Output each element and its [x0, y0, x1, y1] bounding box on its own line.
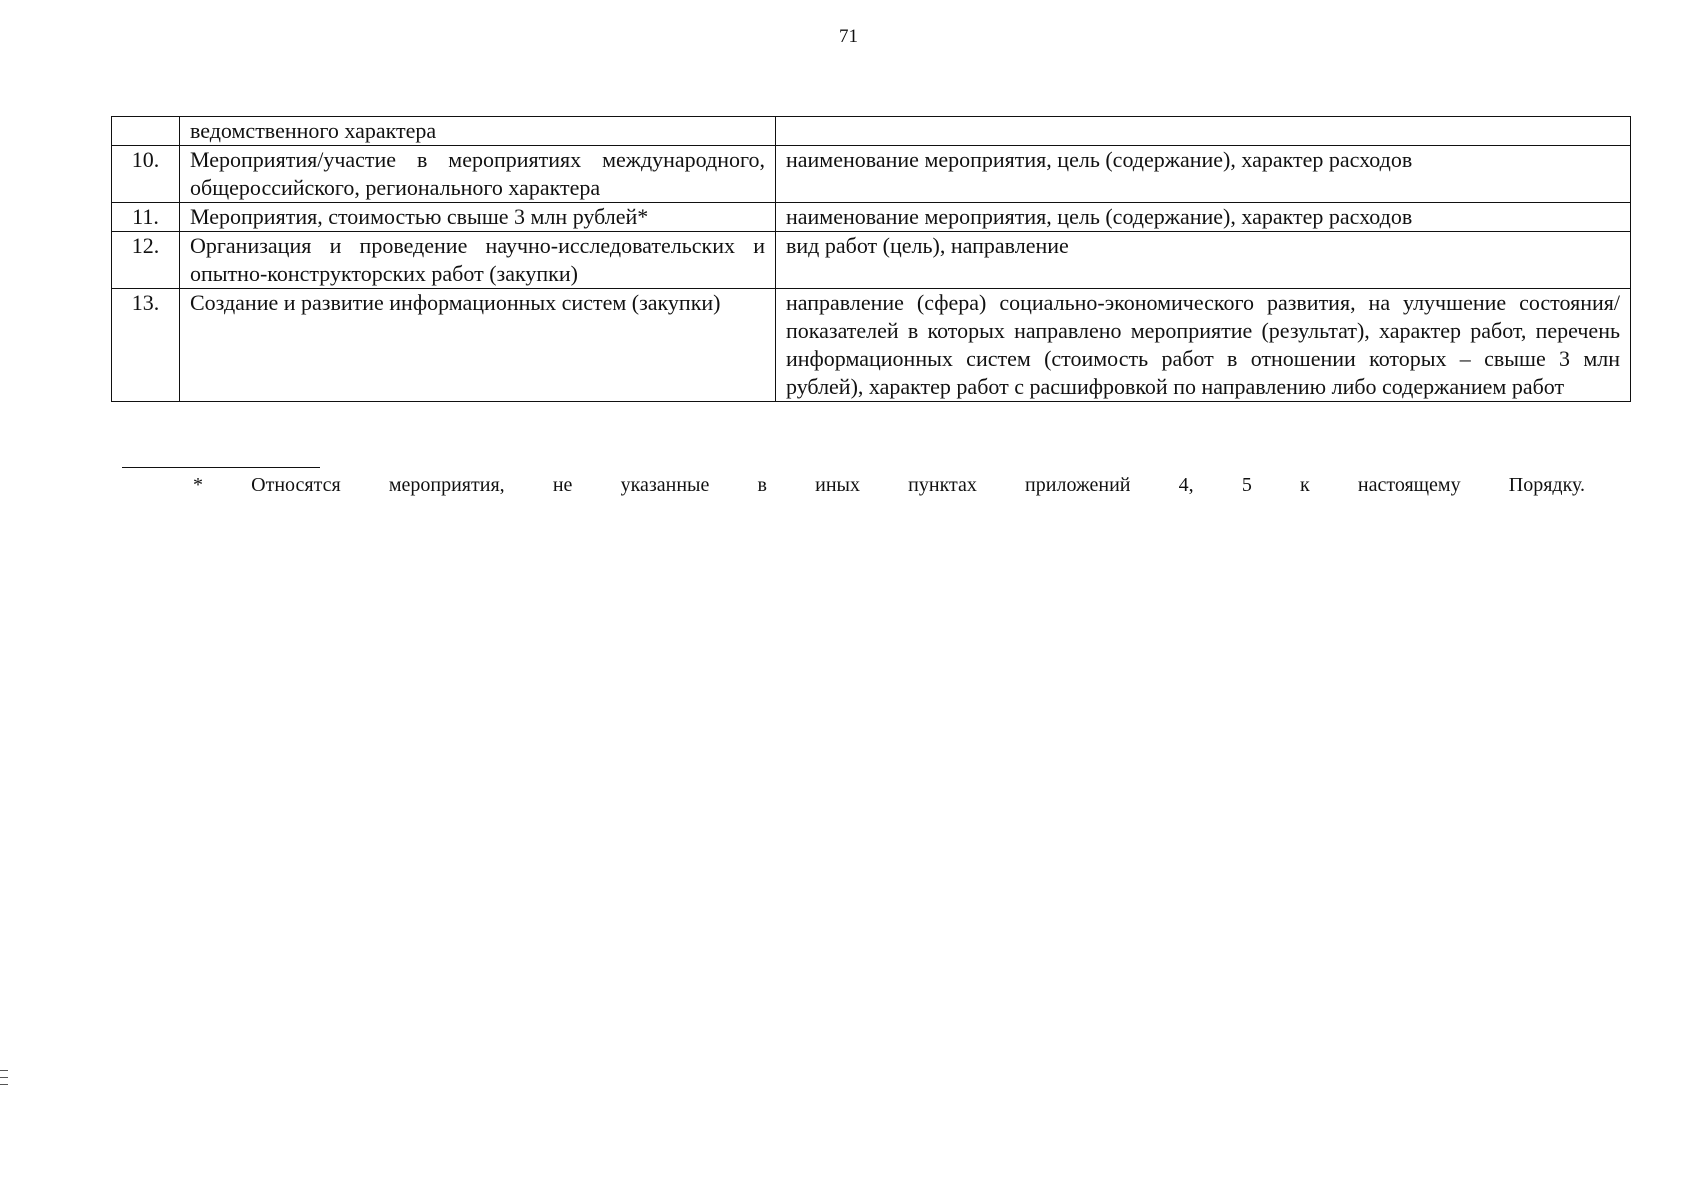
scan-mark	[0, 1077, 8, 1078]
row-title: Организация и проведение научно-исследовательских и опытно-конструкторских работ (закупки)	[180, 232, 776, 289]
table-row	[112, 117, 1631, 146]
row-number: 11.	[112, 203, 180, 232]
row-number: 10.	[112, 146, 180, 203]
row-title: Мероприятия, стоимостью свыше 3 млн рублей*	[180, 203, 776, 232]
requirements-table	[111, 116, 1631, 402]
row-details: наименование мероприятия, цель (содержание), характер расходов	[776, 203, 1631, 232]
row-title: ведомственного характера	[180, 117, 776, 146]
scan-mark	[0, 1070, 8, 1071]
table-row	[112, 146, 1631, 203]
row-title: Создание и развитие информационных систем (закупки)	[180, 289, 776, 402]
row-title: Мероприятия/участие в мероприятиях международного, общероссийского, регионального характера	[180, 146, 776, 203]
table-row	[112, 232, 1631, 289]
row-details: вид работ (цель), направление	[776, 232, 1631, 289]
row-details	[776, 117, 1631, 146]
scan-margin-marks	[0, 1070, 10, 1091]
table-row	[112, 203, 1631, 232]
row-number	[112, 117, 180, 146]
footnote: * Относятся мероприятия, не указанные в иных пунктах приложений 4, 5 к настоящему Порядку.	[193, 474, 1585, 496]
row-details: наименование мероприятия, цель (содержание), характер расходов	[776, 146, 1631, 203]
row-number: 13.	[112, 289, 180, 402]
footnote-divider	[122, 467, 320, 468]
row-details: направление (сфера) социально-экономического развития, на улучшение состояния/показателей в которых направлено мероприятие (результат), характер работ, перечень информационных систем (стоимость работ в отношении которых – свыше 3 млн рублей), характер работ с расшифровкой по направлению либо содержанием работ	[776, 289, 1631, 402]
page-number: 71	[839, 26, 858, 47]
table-row	[112, 289, 1631, 402]
scan-mark	[0, 1084, 8, 1085]
row-number: 12.	[112, 232, 180, 289]
